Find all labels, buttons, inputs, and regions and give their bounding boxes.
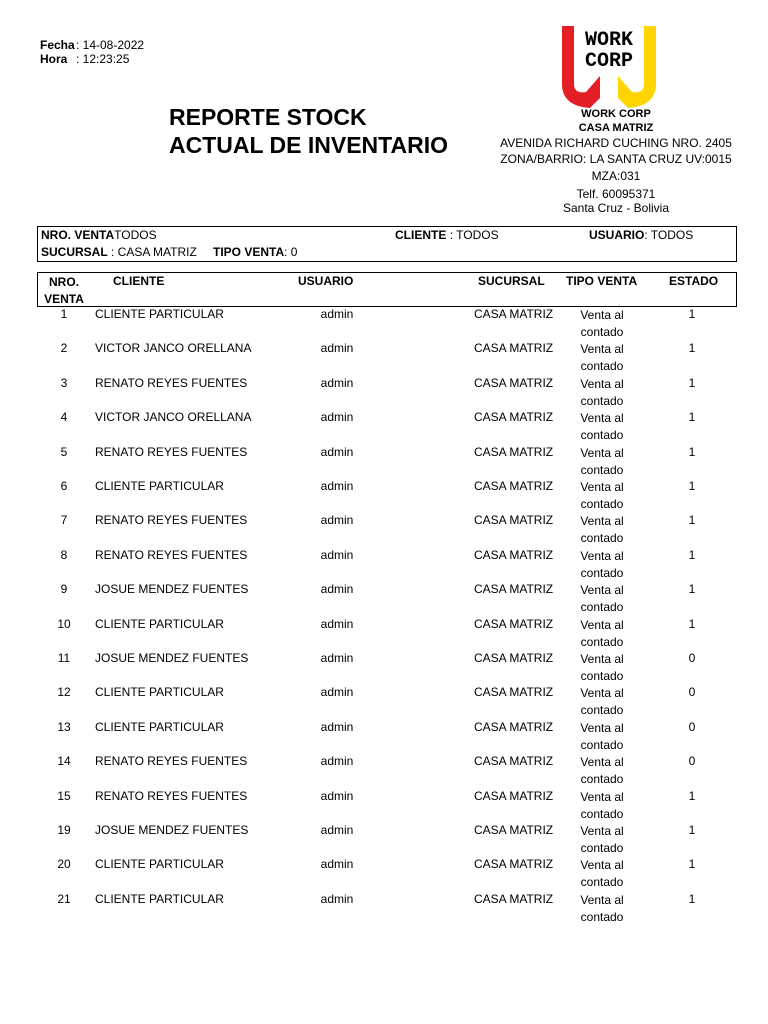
cell-estado: 1 [688,788,696,803]
hora-line [40,52,144,66]
cell-nro-venta: 7 [60,513,68,528]
cell-estado: 1 [688,823,696,837]
cell-cliente: CLIENTE PARTICULAR [95,685,224,700]
cell-nro-venta: 20 [57,857,71,872]
cell-estado: 0 [688,685,696,700]
cell-sucursal: CASA MATRIZ [474,754,554,769]
cell-tipo-venta: Venta al contado [580,755,624,787]
cell-sucursal: CASA MATRIZ [474,307,554,321]
cell-tipo-venta: Venta al contado [580,548,624,580]
table-row [0,307,768,341]
table-row [0,548,768,582]
cell-tipo-venta: Venta al contado [580,892,624,924]
cell-usuario: admin [320,857,354,872]
cell-sucursal: CASA MATRIZ [474,479,554,493]
cell-usuario: admin [320,719,354,734]
cell-nro-venta: 9 [60,582,68,597]
cell-nro-venta: 8 [60,547,68,562]
cell-tipo-venta: Venta al contado [580,342,624,374]
cell-cliente: CLIENTE PARTICULAR [95,719,224,734]
cell-tipo-venta: Venta al contado [580,445,624,477]
filter-nro-venta-value: TODOS [114,228,157,242]
cell-estado: 1 [688,479,696,493]
cell-usuario: admin [320,307,354,321]
cell-usuario: admin [320,823,354,837]
company-address: AVENIDA RICHARD CUCHING NRO. 2405 [500,136,732,150]
cell-estado: 1 [688,857,696,872]
cell-tipo-venta: Venta al contado [580,617,624,649]
cell-sucursal: CASA MATRIZ [474,788,554,803]
cell-sucursal: CASA MATRIZ [474,513,554,528]
cell-cliente: VICTOR JANCO ORELLANA [95,410,252,425]
filter-cliente-label: CLIENTE [395,228,447,242]
table-row [0,582,768,616]
cell-cliente: RENATO REYES FUENTES [95,754,248,769]
cell-nro-venta: 10 [57,616,71,631]
cell-cliente: RENATO REYES FUENTES [95,444,248,459]
cell-estado: 1 [688,513,696,528]
cell-nro-venta: 2 [60,341,68,356]
logo-text-corp: CORP [584,50,634,73]
cell-usuario: admin [320,375,354,390]
table-row [0,376,768,410]
cell-sucursal: CASA MATRIZ [474,857,554,872]
filter-cliente-value: : TODOS [449,228,499,242]
table-row [0,857,768,891]
hora-label: Hora [40,52,68,66]
cell-estado: 0 [688,651,696,665]
cell-usuario: admin [320,547,354,562]
header-nro-line1: NRO. [49,275,79,289]
cell-tipo-venta: Venta al contado [580,411,624,443]
report-datetime [40,38,144,66]
cell-usuario: admin [320,582,354,597]
header-cliente: CLIENTE [113,274,165,288]
header-nro-line2: VENTA [44,292,84,306]
cell-sucursal: CASA MATRIZ [474,547,554,562]
cell-sucursal: CASA MATRIZ [474,823,554,837]
filter-usuario [589,228,693,242]
filters-box [37,226,737,262]
cell-cliente: CLIENTE PARTICULAR [95,307,224,321]
cell-tipo-venta: Venta al contado [580,514,624,546]
report-title [169,103,448,159]
table-row [0,754,768,788]
cell-estado: 1 [688,375,696,390]
cell-cliente: JOSUE MENDEZ FUENTES [95,651,249,665]
cell-nro-venta: 4 [60,410,68,425]
cell-cliente: CLIENTE PARTICULAR [95,479,224,493]
cell-tipo-venta: Venta al contado [580,652,624,683]
cell-tipo-venta: Venta al contado [580,858,624,890]
filter-usuario-value: : TODOS [644,228,694,242]
filter-sucursal-value: : CASA MATRIZ [111,245,197,259]
cell-tipo-venta: Venta al contado [580,308,624,339]
cell-tipo-venta: Venta al contado [580,686,624,718]
header-estado: ESTADO [669,274,719,288]
cell-nro-venta: 14 [57,754,71,769]
report-title-line2: ACTUAL DE INVENTARIO [169,132,448,158]
cell-sucursal: CASA MATRIZ [474,616,554,631]
cell-usuario: admin [320,341,354,356]
cell-estado: 0 [688,719,696,734]
company-name: WORK CORP [581,108,651,120]
table-row [0,341,768,375]
header-nro-venta [44,274,84,308]
cell-sucursal: CASA MATRIZ [474,341,554,356]
cell-cliente: RENATO REYES FUENTES [95,547,248,562]
fecha-value: : 14-08-2022 [76,38,145,52]
cell-usuario: admin [320,479,354,493]
table-row [0,823,768,857]
cell-estado: 0 [688,754,696,769]
cell-usuario: admin [320,754,354,769]
cell-cliente: RENATO REYES FUENTES [95,375,248,390]
cell-cliente: VICTOR JANCO ORELLANA [95,341,252,356]
cell-nro-venta: 13 [57,719,71,734]
fecha-line [40,38,144,52]
cell-cliente: JOSUE MENDEZ FUENTES [95,823,249,837]
cell-cliente: RENATO REYES FUENTES [95,788,248,803]
cell-usuario: admin [320,513,354,528]
filter-sucursal-label: SUCURSAL [41,245,108,259]
filter-tipo-venta [213,245,297,259]
filter-sucursal [41,245,197,259]
cell-estado: 1 [688,410,696,425]
cell-usuario: admin [320,685,354,700]
company-branch: CASA MATRIZ [578,122,654,134]
cell-usuario: admin [320,891,354,906]
cell-usuario: admin [320,410,354,425]
company-mza: MZA:031 [591,169,641,183]
cell-tipo-venta: Venta al contado [580,720,624,752]
table-row [0,789,768,823]
cell-estado: 1 [688,341,696,356]
filter-tipo-venta-value: : 0 [284,245,298,259]
cell-sucursal: CASA MATRIZ [474,582,554,597]
filter-nro-venta [41,228,157,242]
table-row [0,720,768,754]
cell-sucursal: CASA MATRIZ [474,891,554,906]
cell-cliente: RENATO REYES FUENTES [95,513,248,528]
filter-nro-venta-label: NRO. VENTA [41,228,115,242]
cell-estado: 1 [688,891,696,906]
cell-cliente: CLIENTE PARTICULAR [95,616,224,631]
cell-sucursal: CASA MATRIZ [474,410,554,425]
company-zone: ZONA/BARRIO: LA SANTA CRUZ UV:0015 [500,152,732,166]
cell-nro-venta: 12 [57,685,71,700]
cell-usuario: admin [320,651,354,665]
table-row [0,513,768,547]
cell-sucursal: CASA MATRIZ [474,444,554,459]
cell-tipo-venta: Venta al contado [580,789,624,821]
fecha-label: Fecha [40,38,75,52]
table-row [0,892,768,926]
cell-usuario: admin [320,444,354,459]
header-tipo-venta: TIPO VENTA [566,274,638,288]
cell-cliente: CLIENTE PARTICULAR [95,891,224,906]
cell-estado: 1 [688,547,696,562]
cell-usuario: admin [320,788,354,803]
cell-nro-venta: 19 [57,823,71,837]
table-row [0,410,768,444]
filter-cliente [395,228,499,242]
hora-value: : 12:23:25 [76,52,130,66]
header-sucursal: SUCURSAL [478,274,545,288]
cell-sucursal: CASA MATRIZ [474,651,554,665]
cell-nro-venta: 6 [60,479,68,493]
cell-tipo-venta: Venta al contado [580,824,624,855]
cell-estado: 1 [688,307,696,321]
cell-cliente: CLIENTE PARTICULAR [95,857,224,872]
table-header [37,272,737,307]
cell-tipo-venta: Venta al contado [580,480,624,511]
company-phone: Telf. 60095371 [576,187,656,201]
cell-usuario: admin [320,616,354,631]
cell-nro-venta: 3 [60,375,68,390]
cell-sucursal: CASA MATRIZ [474,719,554,734]
filter-tipo-venta-label: TIPO VENTA [213,245,285,259]
report-title-line1: REPORTE STOCK [169,104,367,130]
cell-sucursal: CASA MATRIZ [474,375,554,390]
cell-tipo-venta: Venta al contado [580,376,624,408]
table-row [0,651,768,685]
header-usuario: USUARIO [298,274,354,288]
cell-nro-venta: 15 [57,788,71,803]
table-row [0,685,768,719]
filter-usuario-label: USUARIO [589,228,645,242]
company-city: Santa Cruz - Bolivia [562,201,670,215]
work-corp-logo [560,26,658,108]
cell-nro-venta: 21 [57,891,71,906]
cell-nro-venta: 1 [60,307,68,321]
table-row [0,617,768,651]
cell-nro-venta: 5 [60,444,68,459]
cell-estado: 1 [688,444,696,459]
table-row [0,445,768,479]
cell-cliente: JOSUE MENDEZ FUENTES [95,582,249,597]
table-row [0,479,768,513]
cell-sucursal: CASA MATRIZ [474,685,554,700]
cell-nro-venta: 11 [57,651,71,665]
cell-estado: 1 [688,582,696,597]
logo-text-work: WORK [584,29,634,52]
cell-tipo-venta: Venta al contado [580,583,624,615]
cell-estado: 1 [688,616,696,631]
